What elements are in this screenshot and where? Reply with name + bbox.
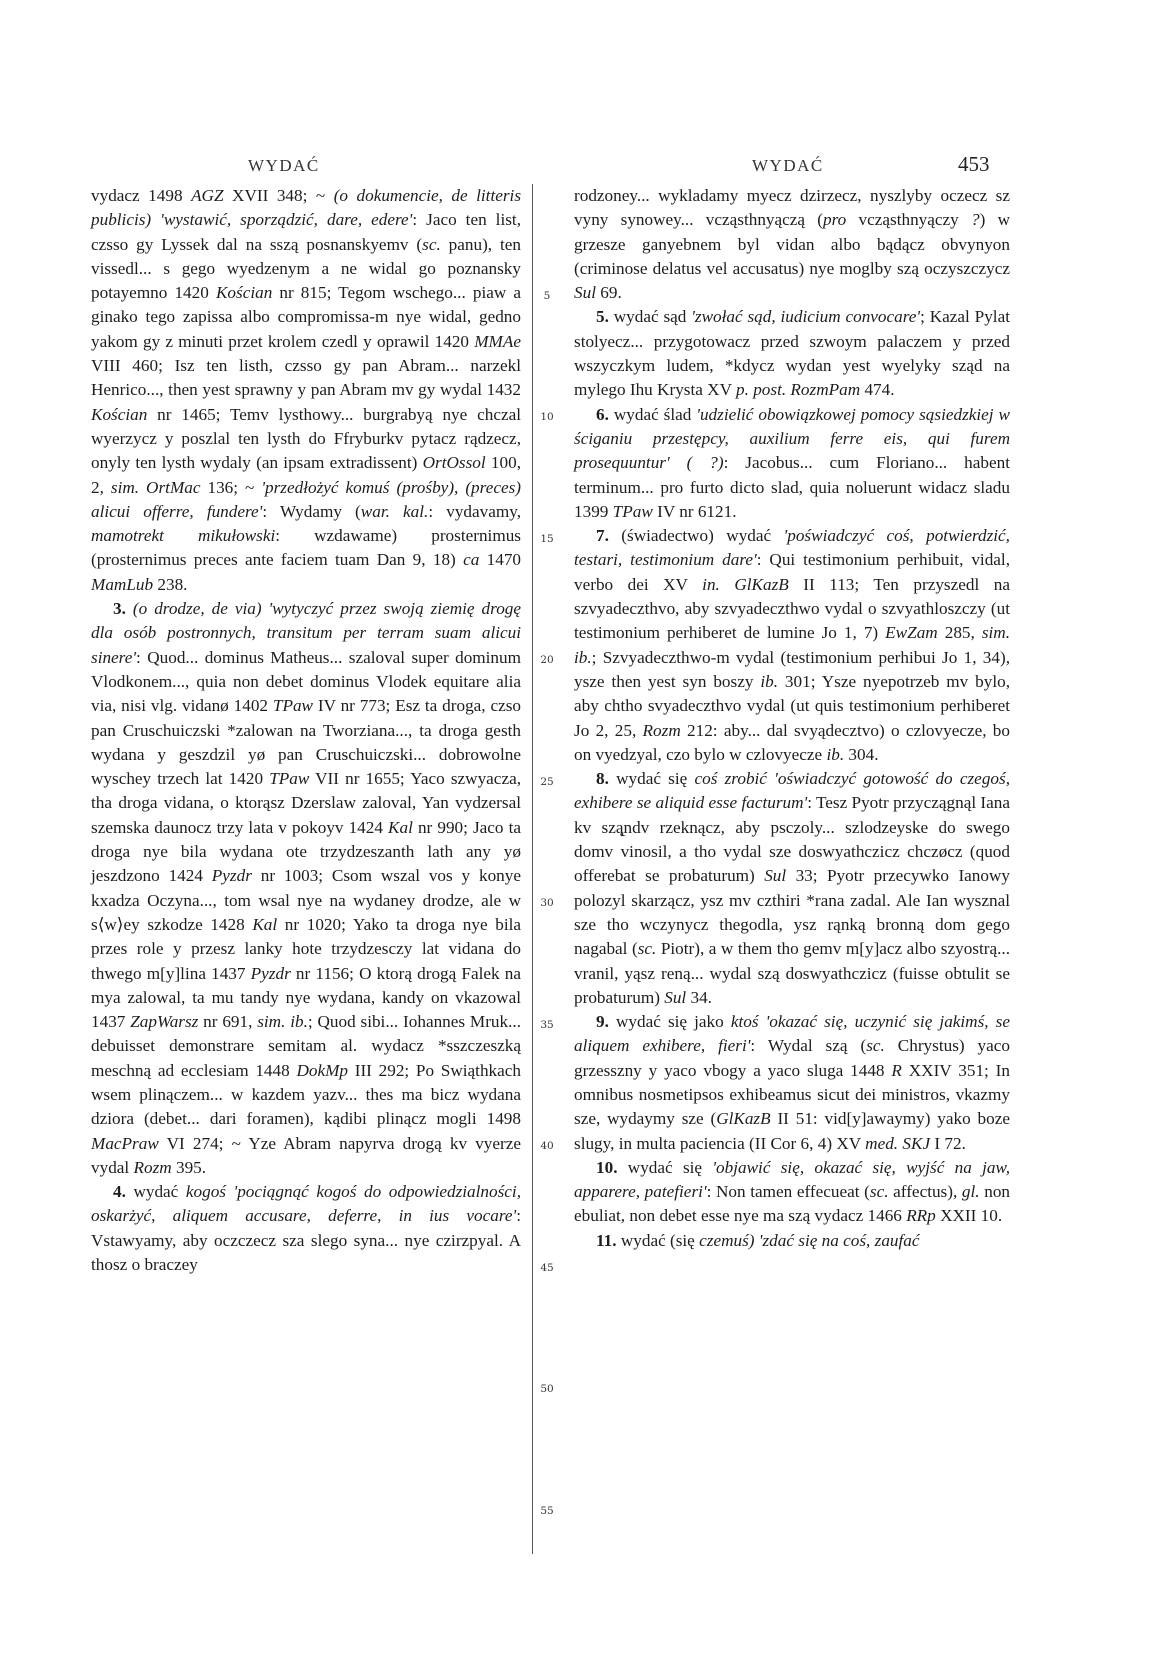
running-head-left: WYDAĆ bbox=[248, 156, 320, 175]
line-number: 55 bbox=[540, 1505, 554, 1517]
line-number: 35 bbox=[540, 1019, 554, 1031]
line-number: 10 bbox=[540, 411, 554, 423]
sense-8-paragraph: 8. wydać się coś zrobić 'oświadczyć gotowość do czegoś, exhibere se aliquid esse facturum': Tesz Pyotr przyczągnąl Iana kv szą̨ndv rzeknącz, aby psczoly... szlodzeyske do swego domv vinosil, a tho vydal sze doswyathczicz chczøcz (quod offerebat se probaturum) Sul 33; Pyotr przecywko Ianowy polozyl skarząсz, ysz mv czthiri *rana zadal. Ale Ian wysznal sze tho wczynycz thegodla, ysz rąnką bronną dom gego nagabal (sc. Piotr), a w them tho gemv m[y]acz albo szyostrą... vranil, yąsz reną... wydal szą doswyathczicz (fuisse obtulit se probaturum) Sul 34. bbox=[574, 769, 1010, 1007]
line-number: 25 bbox=[540, 776, 554, 788]
sense-6-paragraph: 6. wydać ślad 'udzielić obowiązkowej pomocy sąsiedzkiej w ściganiu przestępcy, auxilium ferre eis, qui furem prosequuntur' ( ?): Jacobus... cum Floriano... habent terminum... pro furto dicto slad, quia noluerunt widacz sladu 1399 TPaw IV nr 6121. bbox=[574, 404, 1010, 521]
sense-10-paragraph: 10. wydać się 'objawić się, okazać się, wyjść na jaw, apparere, patefieri': Non tamen effecueat (sc. affectus), gl. non ebuliat, non debet esse nye ma szą vydacz 1466 RRp XXII 10. bbox=[574, 1157, 1011, 1226]
line-number: 30 bbox=[540, 897, 554, 909]
column-divider bbox=[532, 184, 533, 1554]
entry-paragraph: rodzoney... wykladamy myecz dzirzecz, nyszlyby oczecz sz vyny synowey... vcząsthnyączą (pro vcząsthnyączy ?) w grzesze ganyebnem byl vidan albo bądącz obvynyon (criminose delatus vel accusatus) nye moglby szą oczyszczycz Sul 69. bbox=[574, 186, 1010, 303]
line-number: 20 bbox=[540, 654, 554, 666]
sense-3-paragraph: 3. (o drodze, de via) 'wytyczyć przez swoją ziemię drogę dla osób postronnych, transitum per terram suam alicui sinere': Quod... dominus Matheus... szaloval super dominum Vlodkonem..., quia non debet dominus Vlodek equitare alia via, nisi vlg. vidanø 1402 TPaw IV nr 773; Esz ta droga, czso pan Cruschuiczski *zalowan na Tworziana..., ta droga gesth wydana y geszdzil yø pan Cruschuiczski... dobrowolne wyschey trzech lat 1420 TPaw VII nr 1655; Yaco szwyacza, tha droga vidana, o ktorąsz Dzerslaw zaloval, Yan vydzersal szemska daunocz trzy lata v pokoyv 1424 Kal nr 990; Jaco ta droga nye bila wydana ote trzydzeszanth lath any yø jeszdzono 1424 Pyzdr nr 1003; Csom wszal vos y konye kxadza Oczyna..., tom wsal nye na wydaney drodze, ale w s⟨w⟩ey szkodze 1428 Kal nr 1020; Yako ta droga nye bila przes role y przesz lanky hote trzydzesczy lat vidana do thwego m[y]lina 1437 Pyzdr nr 1156; O ktorą drogą Falek na mya zalowal, ta mu tandy nye wydana, kandy on vkazowal 1437 ZapWarsz nr 691, sim. ib.; Quod sibi... Iohannes Mruk... debuisset demonstrare semitam al. wydacz *sszczeszką meschną ad ecclesiam 1448 DokMp III 292; Po Swiąthkach wsem plinączem... w kazdem yazv... thes ma bicz wydana dziora (debet... dari foramen), kądibi plinącz mogli 1498 MacPraw VI 274; ~ Yze Abram napyrva drogą kv vyerze vydal Rozm 395. bbox=[91, 599, 522, 1177]
running-head-right: WYDAĆ bbox=[752, 156, 824, 175]
line-number: 5 bbox=[543, 290, 551, 302]
sense-5-paragraph: 5. wydać sąd 'zwołać sąd, iudicium convocare'; Kazal Pylat stolyecz... przygotowacz przed szwoym palaczem y przed wszyczkym ludem, *kdycz wydan yest wyelyky sząd na mylego Ihu Krysta XV p. post. RozmPam 474. bbox=[574, 307, 1010, 400]
sense-4-paragraph: 4. wydać kogoś 'pociągnąć kogoś do odpowiedzialności, oskarżyć, aliquem accusare, deferre, in ius vocare': Vstawyamy, aby oczczecz sza slego syna... nye czirzpyal. A thosz o braczey bbox=[91, 1182, 522, 1275]
sense-9-paragraph: 9. wydać się jako ktoś 'okazać się, uczynić się jakimś, se aliquem exhibere, fieri': Wydal szą (sc. Chrystus) yaco grzesszny y yaco vbogy a yaco sluga 1448 R XXIV 351; In omnibus nosmetipsos exhibeamus sicut dei ministros, vkazmy sze, wydaymy sze (GlKazB II 51: vid[y]awaymy) yako boze slugy, in multa paciencia (II Cor 6, 4) XV med. SKJ I 72. bbox=[574, 1012, 1010, 1153]
page-number: 453 bbox=[958, 152, 990, 176]
line-number: 45 bbox=[540, 1262, 554, 1274]
left-column bbox=[91, 184, 521, 1277]
line-number: 15 bbox=[540, 533, 554, 545]
entry-paragraph: vydacz 1498 AGZ XVII 348; ~ (o dokumencie, de litteris publicis) 'wystawić, sporządzić, dare, edere': Jaco ten list, czsso gy Lyssek dal na sszą posnanskyemv (sc. panu), ten vissedl... s gego wyedzenym a ne widal go poznansky potayemno 1420 Kościan nr 815; Tegom wschego... piaw a ginako tego zapissa albo compromissa-m nye widal, gedno yakom gy z minuti przet krolem czedl y oprawil 1420 MMAe VIII 460; Isz ten listh, czsso gy pan Abram... narzekl Henrico..., then yest sprawny y pan Abram mv gy wydal 1432 Kościan nr 1465; Temv lysthowy... burgrabyą nye chczal wyerzycz y poszlal ten lysth do Ffryburkv pytacz rądzecz, onyly ten lysth wydaly (an ipsam extradissent) OrtOssol 100, 2, sim. OrtMac 136; ~ 'przedłożyć komuś (prośby), (preces) alicui offerre, fundere': Wydamy (war. kal.: vydavamy, mamotrekt mikułowski: wzdawame) prosternimus (prosternimus preces ante faciem tuam Dan 9, 18) ca 1470 MamLub 238. bbox=[91, 186, 522, 594]
right-column bbox=[574, 184, 1010, 1253]
sense-7-paragraph: 7. (świadectwo) wydać 'poświadczyć coś, potwierdzić, testari, testimonium dare': Qui testimonium perhibuit, vidal, verbo dei XV in. GlKazB II 113; Ten przyszedl na szvyadeczthvo, aby szvyadeczthwo vydal o szvyathloszczy (ut testimonium perhiberet de lumine Jo 1, 7) EwZam 285, sim. ib.; Szvyadeczthwo-m vydal (testimonium perhibui Jo 1, 34), ysze then yest syn boszy ib. 301; Ysze nyepotrzeb mv bylo, aby chtho svyadeczthvo vydal (ut quis testimonium perhiberet Jo 2, 25, Rozm 212: aby... dal svyądecztvo) o czlovyecze, bo on vyedzyal, czo bylo w czlovyecze ib. 304. bbox=[574, 526, 1011, 764]
sense-11-paragraph: 11. wydać (się czemuś) 'zdać się na coś, zaufać bbox=[596, 1230, 920, 1250]
line-number: 40 bbox=[540, 1140, 554, 1152]
line-number: 50 bbox=[540, 1383, 554, 1395]
